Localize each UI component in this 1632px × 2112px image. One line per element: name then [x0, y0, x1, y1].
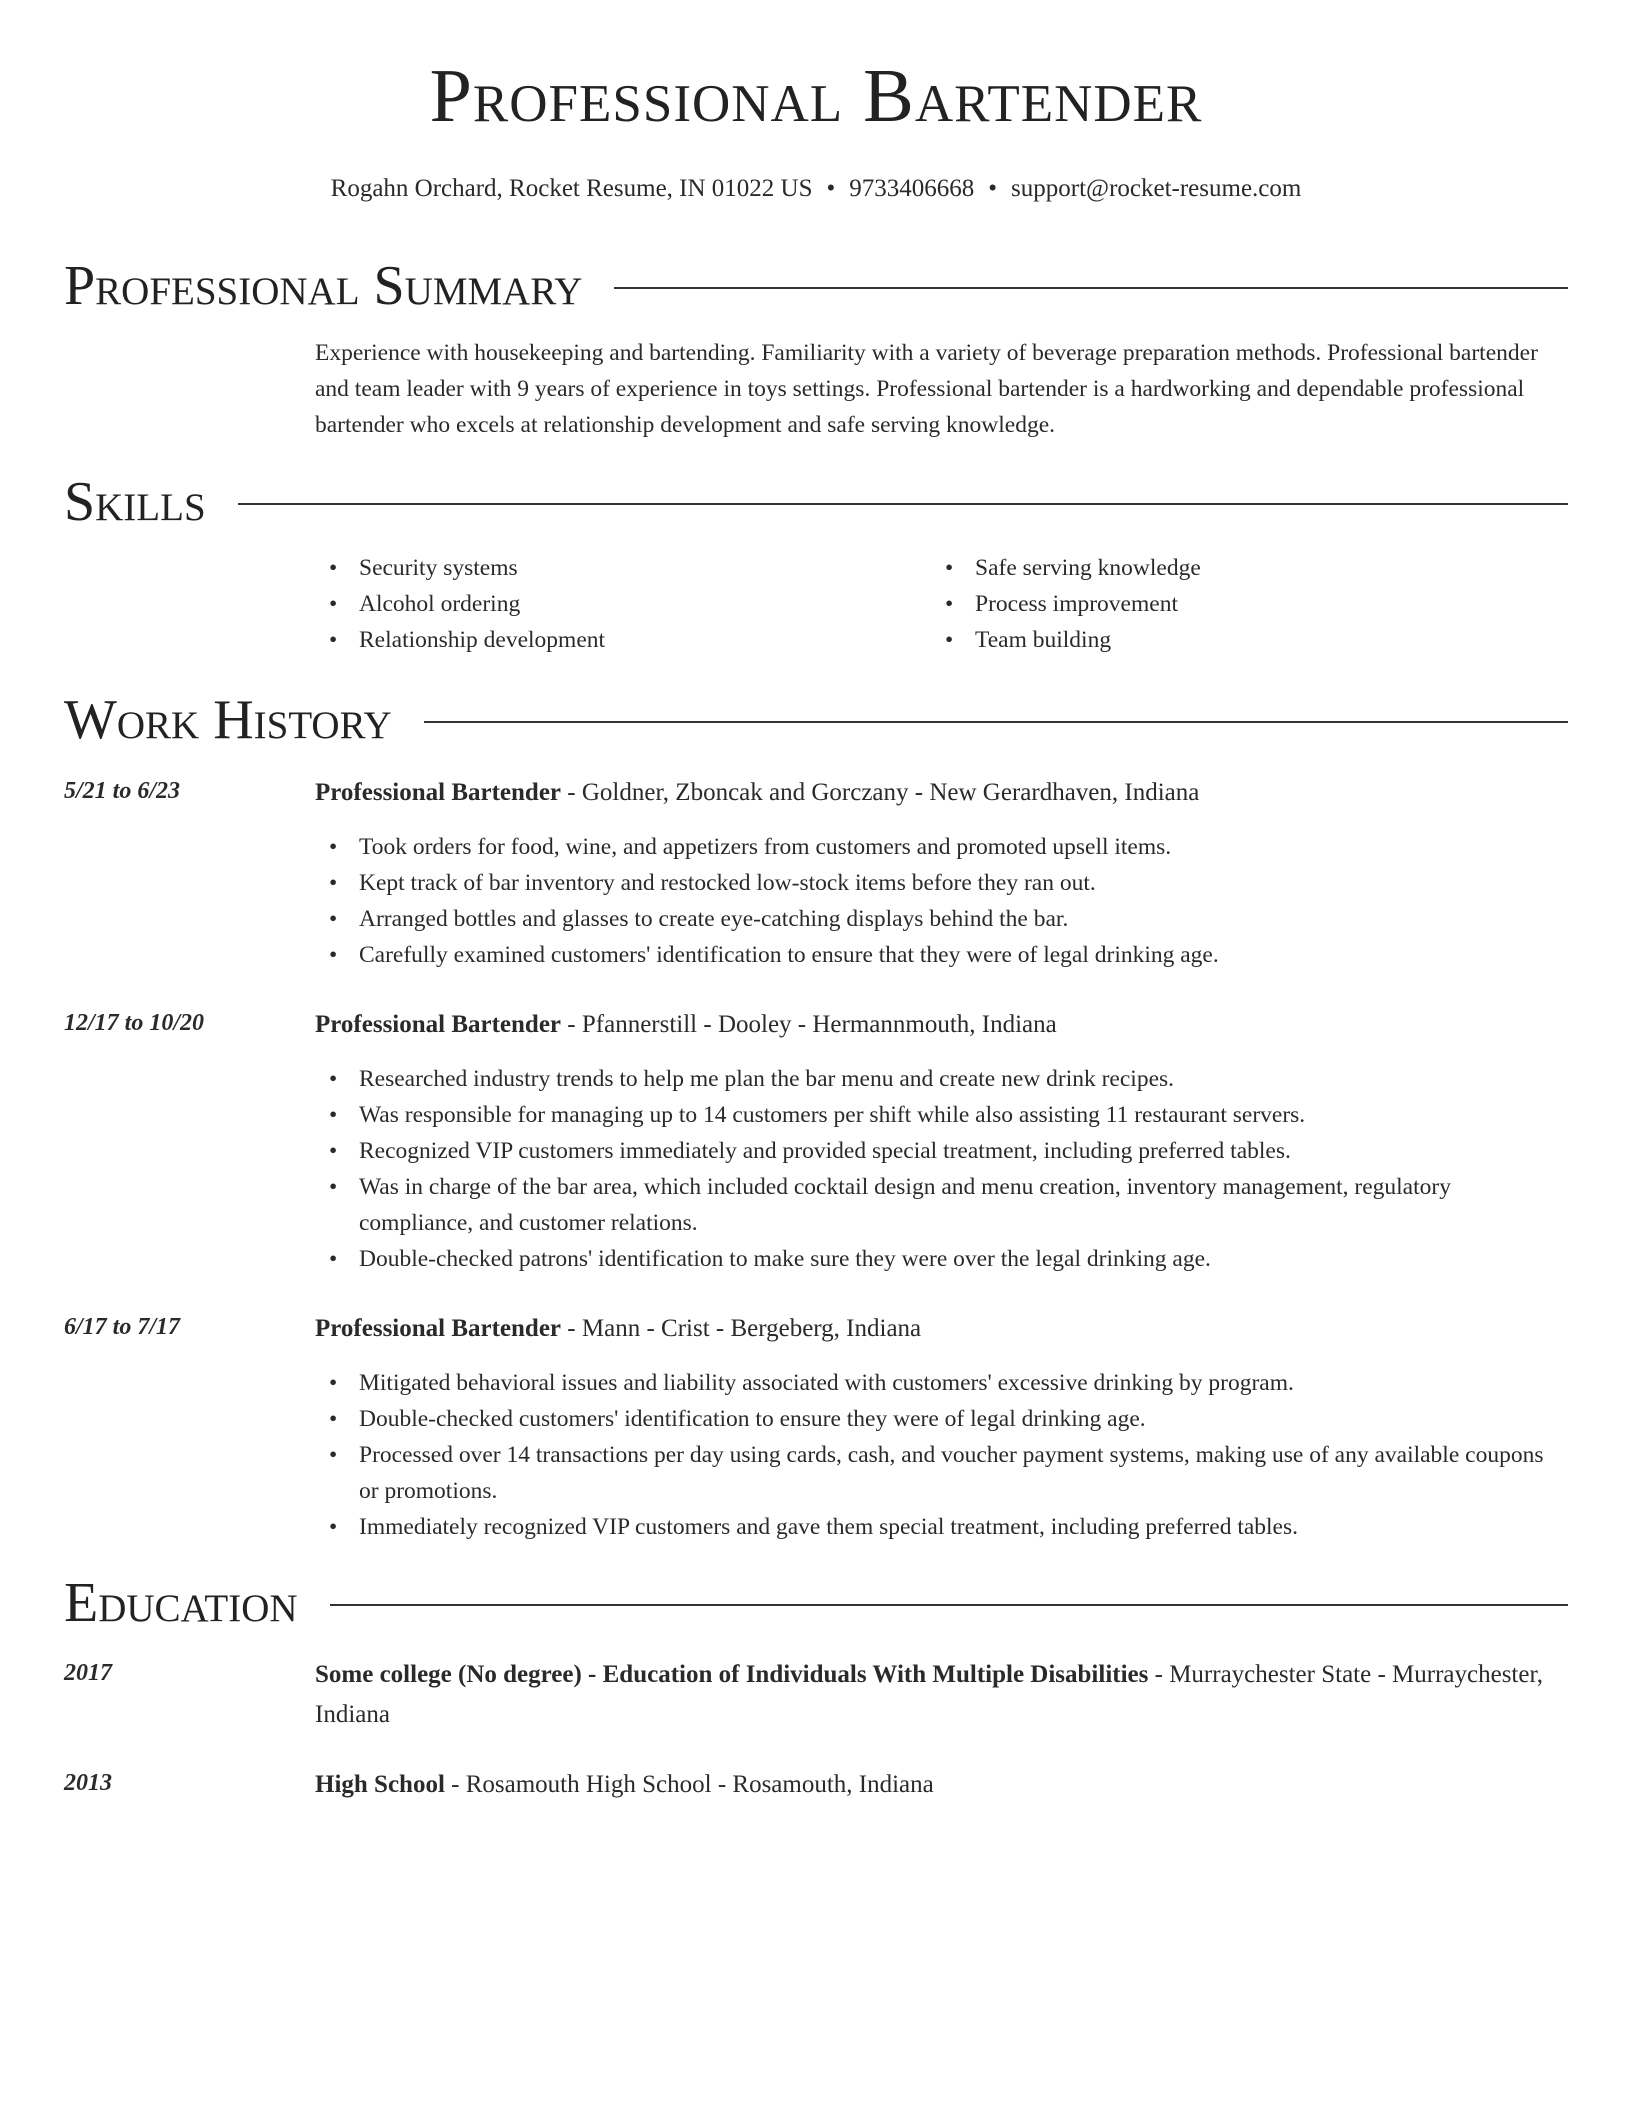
section-title-education: Education [64, 1572, 298, 1634]
section-title-skills: Skills [64, 471, 206, 533]
job-bullet: • Was in charge of the bar area, which included cocktail design and menu creation, inventory management, regulatory compliance, and customer relations. [315, 1169, 1568, 1241]
summary-section-header [64, 255, 1568, 317]
skill-item: • Relationship development [315, 622, 915, 658]
skill-item: • Team building [931, 622, 1531, 658]
work-section-header [64, 689, 1568, 751]
skills-column-left [315, 550, 915, 658]
job-heading [315, 1309, 1568, 1349]
contact-address: Rogahn Orchard, Rocket Resume, IN 01022 US [330, 175, 813, 202]
job-employer-location: - Pfannerstill - Dooley - Hermannmouth, Indiana [561, 1011, 1057, 1038]
job-bullet: • Recognized VIP customers immediately and provided special treatment, including preferred tables. [315, 1133, 1568, 1169]
job-bullet: • Researched industry trends to help me plan the bar menu and create new drink recipes. [315, 1061, 1568, 1097]
section-divider [424, 721, 1568, 723]
skill-item: • Security systems [315, 550, 915, 586]
section-title-summary: Professional Summary [64, 255, 583, 317]
job-title: Professional Bartender [315, 1315, 562, 1342]
job-heading [315, 1005, 1568, 1045]
job-bullet: • Processed over 14 transactions per day using cards, cash, and voucher payment systems, making use of any available coupons or promotions. [315, 1437, 1568, 1509]
job-title: Professional Bartender [315, 1011, 562, 1038]
section-divider [330, 1604, 1568, 1606]
education-entry [315, 1655, 1568, 1735]
job-bullet: • Was responsible for managing up to 14 customers per shift while also assisting 11 restaurant servers. [315, 1097, 1568, 1133]
education-year: 2017 [64, 1660, 112, 1686]
job-dates: 6/17 to 7/17 [64, 1314, 181, 1340]
education-degree: Some college (No degree) - Education of Individuals With Multiple Disabilities [315, 1661, 1149, 1688]
job-bullet: • Kept track of bar inventory and restocked low-stock items before they ran out. [315, 865, 1568, 901]
section-divider [614, 287, 1568, 289]
skills-section-header [64, 471, 1568, 533]
skill-item: • Alcohol ordering [315, 586, 915, 622]
candidate-name: Professional Bartender [429, 54, 1203, 138]
contact-email: support@rocket-resume.com [1011, 175, 1302, 202]
skill-item: • Process improvement [931, 586, 1531, 622]
section-title-work: Work History [64, 689, 392, 751]
job-bullets [315, 1061, 1568, 1277]
summary-text: Experience with housekeeping and bartending. Familiarity with a variety of beverage preparation methods. Professional bartender and team leader with 9 years of experience in toys settings. Professional bartender is a hardworking and dependable professional bartender who excels at relationship development and safe serving knowledge. [315, 340, 1538, 438]
job-employer-location: - Mann - Crist - Bergeberg, Indiana [561, 1315, 922, 1342]
job-bullet: • Double-checked patrons' identification to make sure they were over the legal drinking age. [315, 1241, 1568, 1277]
education-school-location: - Rosamouth High School - Rosamouth, Indiana [444, 1771, 934, 1798]
job-dates: 12/17 to 10/20 [64, 1010, 205, 1036]
skills-column-right [931, 550, 1531, 658]
job-employer-location: - Goldner, Zboncak and Gorczany - New Gerardhaven, Indiana [561, 779, 1200, 806]
job-heading [315, 773, 1568, 813]
education-section-header [64, 1572, 1568, 1634]
job-title: Professional Bartender [315, 779, 562, 806]
contact-separator: • [988, 175, 998, 202]
section-divider [238, 503, 1568, 505]
job-bullet: • Double-checked customers' identification to ensure they were of legal drinking age. [315, 1401, 1568, 1437]
job-bullet: • Immediately recognized VIP customers and gave them special treatment, including preferred tables. [315, 1509, 1568, 1545]
job-bullet: • Mitigated behavioral issues and liability associated with customers' excessive drinking by program. [315, 1365, 1568, 1401]
job-dates: 5/21 to 6/23 [64, 778, 181, 804]
contact-separator: • [826, 175, 836, 202]
skill-item: • Safe serving knowledge [931, 550, 1531, 586]
education-degree: High School [315, 1771, 445, 1798]
job-bullet: • Arranged bottles and glasses to create eye-catching displays behind the bar. [315, 901, 1568, 937]
job-bullet: • Carefully examined customers' identification to ensure that they were of legal drinking age. [315, 937, 1568, 973]
job-bullets [315, 829, 1568, 973]
education-entry [315, 1765, 1568, 1805]
job-bullet: • Took orders for food, wine, and appetizers from customers and promoted upsell items. [315, 829, 1568, 865]
education-year: 2013 [64, 1770, 112, 1796]
job-bullets [315, 1365, 1568, 1545]
contact-phone: 9733406668 [849, 175, 975, 202]
contact-line [64, 175, 1568, 203]
education-school-location: - Murraychester State - Murraychester, Indiana [315, 1661, 1544, 1728]
